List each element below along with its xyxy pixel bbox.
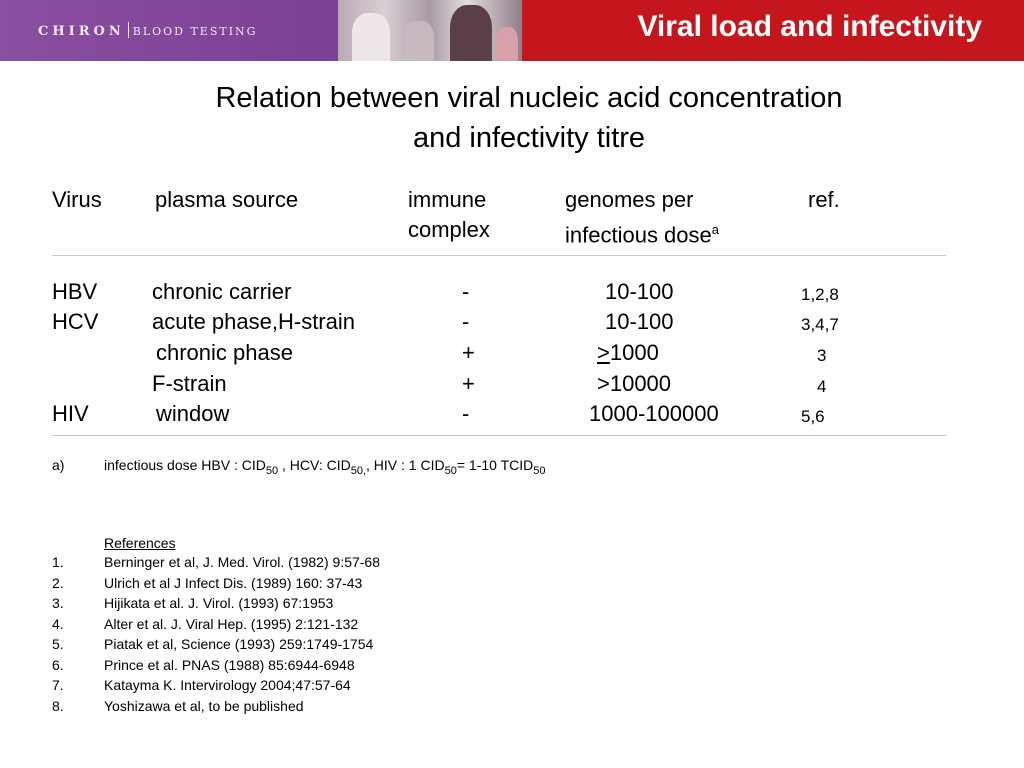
row-fstrain-immune: +	[462, 371, 475, 396]
reference-text: Piatak et al, Science (1993) 259:1749-1754	[104, 636, 374, 652]
row-hiv-immune: -	[462, 401, 470, 426]
photo-figure	[352, 13, 390, 61]
row-hcv-ref: 3,4,7	[801, 315, 839, 334]
title-bar	[522, 0, 1024, 61]
brand-subtitle: BLOOD TESTING	[132, 25, 258, 38]
row-hcv-immune: -	[462, 309, 470, 334]
reference-number: 5.	[52, 636, 64, 652]
header-ref: ref.	[808, 187, 840, 212]
row-fstrain-genomes: >10000	[597, 371, 672, 396]
row-hcv-source: acute phase,H-strain	[152, 309, 355, 334]
header-genomes-text: infectious dose	[565, 222, 712, 248]
footnote-subscript: 50,	[350, 465, 367, 477]
row-chronic-immune: +	[462, 340, 475, 365]
row-hiv-genomes: 1000-100000	[589, 401, 719, 426]
reference-number: 6.	[52, 657, 64, 673]
row-hbv-virus: HBV	[52, 279, 98, 304]
footnote-marker: a	[711, 222, 719, 237]
reference-text: Ulrich et al J Infect Dis. (1989) 160: 37-43	[104, 575, 363, 591]
photo-figure	[496, 27, 518, 61]
brand-name: CHIRON	[38, 24, 125, 39]
reference-text: Berninger et al, J. Med. Virol. (1982) 9:57-68	[104, 554, 381, 570]
reference-text: Yoshizawa et al, to be published	[104, 698, 304, 714]
header-band	[0, 0, 1024, 61]
row-hiv-ref: 5,6	[801, 407, 825, 426]
table-divider-top	[52, 255, 946, 256]
reference-text: Prince et al. PNAS (1988) 85:6944-6948	[104, 657, 355, 673]
references-heading: References	[104, 535, 176, 551]
photo-figure	[450, 5, 492, 61]
brand-logo	[38, 22, 257, 39]
reference-number: 4.	[52, 616, 64, 632]
footnote-subscript: 50	[533, 465, 546, 477]
table-divider-bottom	[52, 435, 946, 436]
footnote-part: infectious dose HBV : CID	[104, 457, 266, 473]
footnote-part: , HIV : 1 CID	[366, 457, 445, 473]
reference-number: 1.	[52, 554, 64, 570]
footnote-part: , HCV: CID	[278, 457, 351, 473]
reference-number: 7.	[52, 677, 64, 693]
reference-text: Hijikata et al. J. Virol. (1993) 67:1953	[104, 595, 334, 611]
header-genomes-line-2	[565, 215, 719, 250]
row-hbv-immune: -	[462, 279, 470, 304]
row-hbv-genomes: 10-100	[605, 279, 674, 304]
footnote-part: = 1-10 TCID	[456, 457, 534, 473]
photo-figure	[404, 21, 434, 61]
header-plasma-source: plasma source	[155, 187, 299, 212]
row-hiv-virus: HIV	[52, 401, 89, 426]
row-chronic-genomes	[597, 338, 659, 368]
footnote-subscript: 50	[444, 465, 457, 477]
footnote-text	[104, 455, 545, 482]
footnote-subscript: 50	[265, 465, 279, 477]
row-chronic-ref: 3	[817, 346, 827, 365]
row-fstrain-ref: 4	[817, 377, 827, 396]
header-photo-strip	[338, 0, 522, 61]
header-immune-complex	[408, 185, 490, 245]
header-genomes	[565, 185, 719, 250]
row-hiv-source: window	[156, 401, 230, 426]
reference-number: 8.	[52, 698, 64, 714]
row-chronic-genomes-prefix: >	[597, 340, 610, 365]
brand-divider	[128, 22, 129, 38]
header-immune-line-2: complex	[408, 217, 490, 242]
footnote-label: a)	[52, 457, 65, 473]
row-hcv-virus: HCV	[52, 309, 99, 334]
slide-title: Viral load and infectivity	[637, 10, 982, 43]
reference-number: 3.	[52, 595, 64, 611]
row-hcv-genomes: 10-100	[605, 309, 674, 334]
reference-text: Katayma K. Intervirology 2004;47:57-64	[104, 677, 351, 693]
brand-logo-area	[0, 0, 338, 61]
reference-number: 2.	[52, 575, 64, 591]
header-immune-line-1: immune	[408, 187, 487, 212]
reference-text: Alter et al. J. Viral Hep. (1995) 2:121-132	[104, 616, 359, 632]
subtitle-line-2: and infectivity titre	[412, 122, 646, 154]
row-hbv-source: chronic carrier	[152, 279, 292, 304]
header-genomes-line-1: genomes per	[565, 187, 694, 212]
row-chronic-source: chronic phase	[156, 340, 293, 365]
row-fstrain-source: F-strain	[152, 371, 227, 396]
subtitle-line-1: Relation between viral nucleic acid concentration	[215, 82, 843, 114]
row-chronic-genomes-value: 1000	[609, 340, 659, 365]
slide-subtitle	[0, 78, 1024, 158]
header-virus: Virus	[52, 187, 102, 212]
row-hbv-ref: 1,2,8	[801, 285, 839, 304]
